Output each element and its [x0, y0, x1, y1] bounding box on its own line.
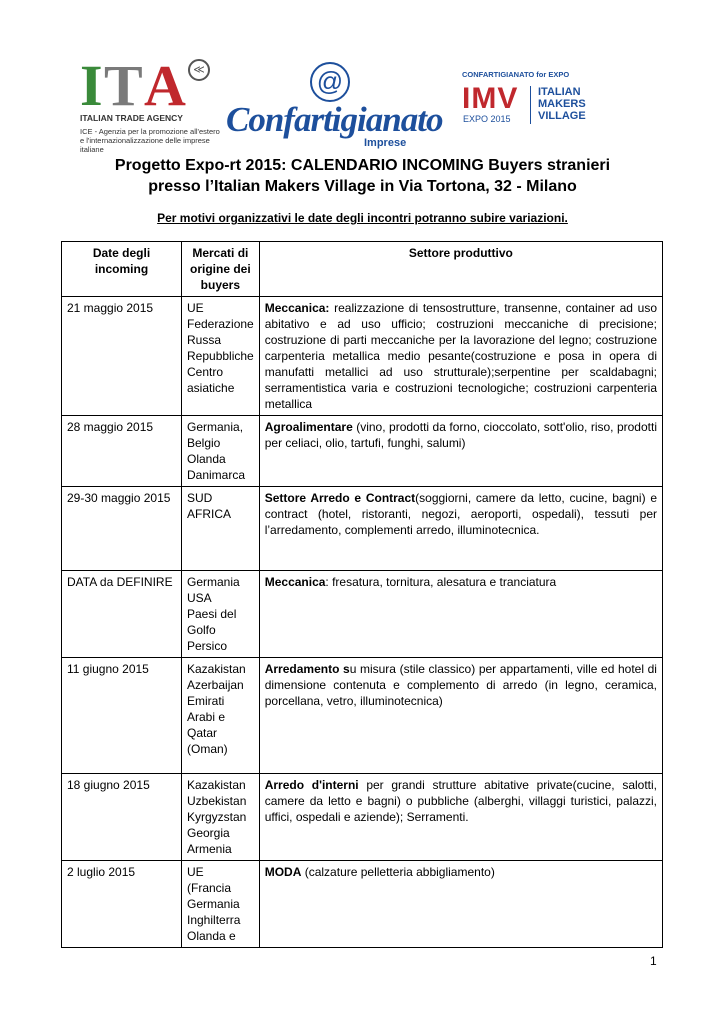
row-date: 11 giugno 2015 — [62, 658, 182, 774]
market-item: Danimarca — [187, 468, 246, 482]
market-item: Germania — [187, 897, 240, 911]
imv-top-label: CONFARTIGIANATO for EXPO — [462, 70, 570, 79]
table-row — [62, 571, 663, 658]
sector-description: realizzazione di tensostrutture, transenne, container ad uso abitativo e ad uso ufficio; costruzioni meccaniche di precisione; costruzione di parti meccaniche per la lavorazione del legno; costruzione carpenteria metallica medio pesante(costruzione e posa in opera di manufatti metallici ad uso strutturale);serpentine per scaldabagni; serramentistica varia e costruzioni tecnologiche; costruzioni carpenteria metallica — [264, 301, 657, 411]
confartigianato-logo — [226, 62, 443, 162]
imv-line-1: ITALIAN — [538, 86, 581, 98]
header-markets: Mercati di origine dei buyers — [182, 242, 260, 297]
table-header-row — [62, 242, 663, 297]
table-body — [62, 297, 663, 948]
ita-letter-i: I — [80, 53, 103, 118]
imv-line-2: MAKERS — [538, 98, 586, 110]
row-sector — [259, 774, 662, 861]
market-item: (Francia — [187, 881, 232, 895]
sector-title: Arredo d'interni — [264, 778, 359, 792]
table-row — [62, 861, 663, 948]
row-sector — [259, 658, 662, 774]
market-item: Inghilterra — [187, 913, 241, 927]
sector-description: : fresatura, tornitura, alesatura e tranciatura — [325, 575, 557, 589]
market-item: SUD AFRICA — [187, 491, 232, 521]
confartigianato-sub: Imprese — [364, 137, 407, 149]
market-item: Belgio — [187, 436, 221, 450]
imv-expo-label: EXPO 2015 — [463, 114, 511, 124]
row-date: 18 giugno 2015 — [62, 774, 182, 861]
sector-description: (calzature pelletteria abbigliamento) — [301, 865, 495, 879]
sector-title: Settore Arredo e Contract — [264, 491, 416, 505]
market-item: Olanda e — [187, 929, 236, 943]
imv-separator — [530, 86, 531, 124]
row-sector — [259, 416, 662, 487]
market-item: Armenia — [187, 842, 232, 856]
market-item: Germania — [187, 575, 240, 589]
row-markets — [182, 861, 260, 948]
row-date: 28 maggio 2015 — [62, 416, 182, 487]
sector-title: Agroalimentare — [264, 420, 353, 434]
table-row — [62, 658, 663, 774]
title-line-1: Progetto Expo-rt 2015: CALENDARIO INCOMING Buyers stranieri — [114, 157, 611, 174]
row-date: 29-30 maggio 2015 — [62, 487, 182, 571]
sector-description: (vino, prodotti da forno, cioccolato, sott'olio, riso, prodotti per celiaci, olio, tartufi, funghi, salumi) — [264, 420, 657, 450]
market-item: Azerbaijan — [187, 678, 244, 692]
document-title — [0, 155, 725, 197]
market-item: Federazione Russa — [187, 317, 254, 347]
row-markets — [182, 297, 260, 416]
calendar-table — [61, 241, 663, 948]
header-sector: Settore produttivo — [259, 242, 662, 297]
row-markets — [182, 487, 260, 571]
sector-title: Arredamento s — [264, 662, 350, 676]
market-item: Uzbekistan — [187, 794, 247, 808]
row-sector — [259, 861, 662, 948]
market-item: Olanda — [187, 452, 226, 466]
row-sector — [259, 487, 662, 571]
row-sector — [259, 571, 662, 658]
ita-agency-name: ITALIAN TRADE AGENCY — [80, 113, 183, 123]
market-item: Kazakistan — [187, 662, 246, 676]
market-item: Kyrgyzstan — [187, 810, 247, 824]
market-item: Kazakistan — [187, 778, 246, 792]
sector-description: per grandi strutture abitative private(cucine, salotti, camere da letto e bagni) o pubbliche (alberghi, villaggi turistici, palazzi, uffici, ospedali e aziende); Serramenti. — [264, 778, 657, 824]
table-row — [62, 416, 663, 487]
confartigianato-name: Confartigianato — [226, 100, 443, 139]
market-item: UE — [187, 865, 204, 879]
market-item: Repubbliche Centro asiatiche — [187, 349, 254, 395]
table-row — [62, 487, 663, 571]
ita-emblem-icon: ≪ — [188, 59, 210, 81]
market-item: Georgia — [187, 826, 230, 840]
row-markets — [182, 571, 260, 658]
table-row — [62, 297, 663, 416]
sector-description: (soggiorni, camere da letto, cucine, bagni) e contract (hotel, ristoranti, negozi, aeroporti, ospedali), tessuti per l’arredamento, complementi arredo, illuminotecnica. — [264, 491, 657, 537]
row-sector — [259, 297, 662, 416]
market-item: Paesi del Golfo Persico — [187, 607, 237, 653]
row-markets — [182, 658, 260, 774]
market-item: USA — [187, 591, 212, 605]
title-line-2: presso l’Italian Makers Village in Via Tortona, 32 - Milano — [148, 178, 577, 195]
page-number: 1 — [650, 954, 657, 968]
ita-letter-a: A — [144, 53, 186, 118]
row-markets — [182, 774, 260, 861]
market-item: Germania, — [187, 420, 244, 434]
ita-description: ICE - Agenzia per la promozione all'estero e l'internazionalizzazione delle imprese italiane — [80, 127, 220, 154]
imv-logo — [462, 70, 612, 130]
sector-title: Meccanica — [264, 575, 326, 589]
notice-text: Per motivi organizzativi le date degli incontri potranno subire variazioni. — [157, 211, 568, 225]
table-row — [62, 774, 663, 861]
ita-logo — [80, 55, 220, 155]
sector-title: Meccanica: — [264, 301, 330, 315]
imv-mark: IMV — [462, 82, 519, 115]
header-dates: Date degli incoming — [62, 242, 182, 297]
market-item: Emirati Arabi e Qatar — [187, 694, 226, 740]
market-item: UE — [187, 301, 204, 315]
row-date: DATA da DEFINIRE — [62, 571, 182, 658]
row-date: 21 maggio 2015 — [62, 297, 182, 416]
row-markets — [182, 416, 260, 487]
row-date: 2 luglio 2015 — [62, 861, 182, 948]
imv-line-3: VILLAGE — [538, 110, 586, 122]
market-item: (Oman) — [187, 742, 228, 756]
sector-description: u misura (stile classico) per appartamenti, ville ed hotel di dimensione contenuta e complemento di arredo (in legno, ceramica, porcellana, vetro, illuminotecnica) — [264, 662, 657, 708]
ita-letter-t: T — [104, 53, 143, 118]
confartigianato-at-icon: @ — [310, 62, 350, 102]
sector-title: MODA — [264, 865, 302, 879]
